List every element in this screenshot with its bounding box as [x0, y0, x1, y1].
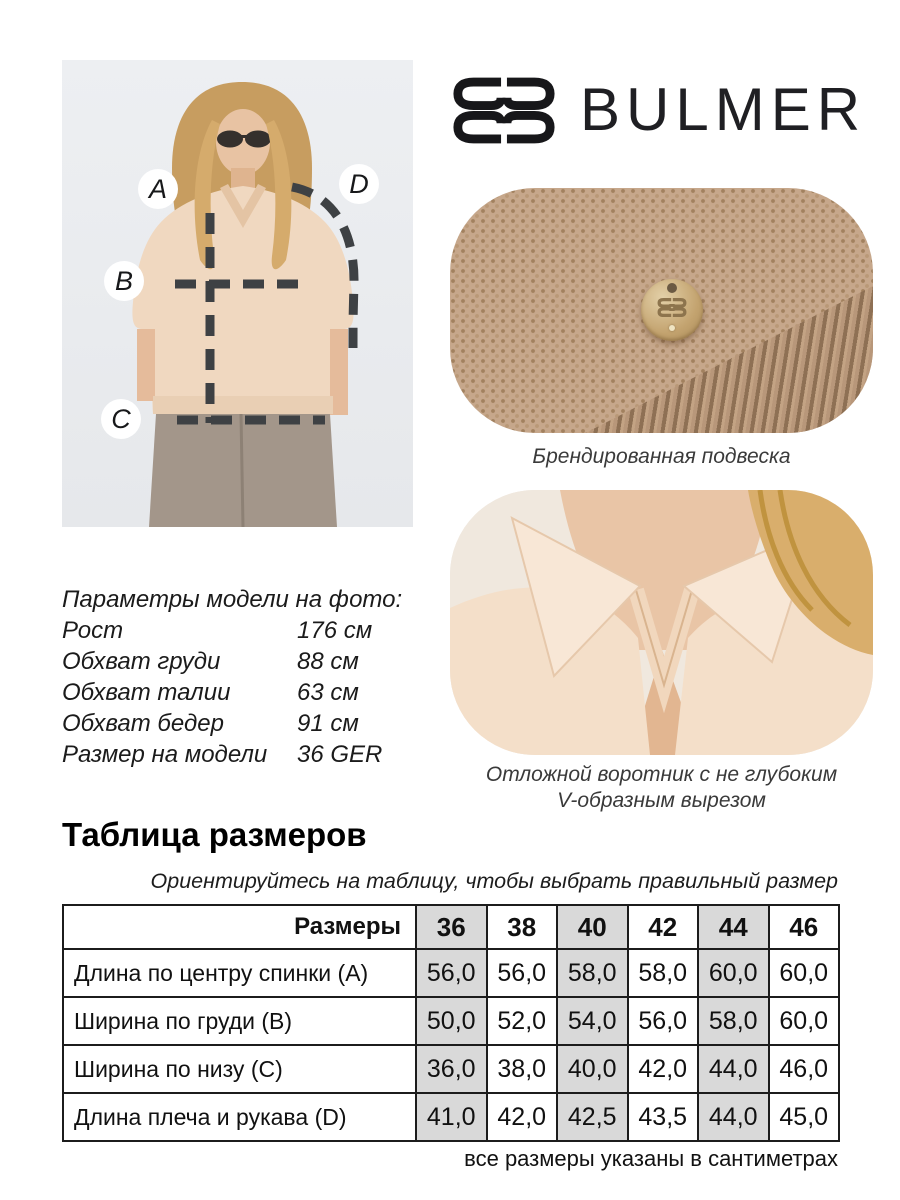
measure-label-d: [339, 164, 379, 204]
collar-detail-photo: [450, 490, 873, 755]
cell: 36,0: [416, 1045, 487, 1093]
table-row: [63, 949, 839, 997]
param-label: Рост: [62, 617, 124, 644]
bulmer-monogram-icon: [450, 73, 558, 148]
cell: 60,0: [769, 997, 840, 1045]
cell: 60,0: [769, 949, 840, 997]
cell: 46,0: [769, 1045, 840, 1093]
collar-illustration: [450, 490, 873, 755]
units-footnote: все размеры указаны в сантиметрах: [464, 1146, 838, 1171]
pendant-gem: [669, 325, 675, 331]
measure-letter-b: B: [114, 265, 133, 296]
param-row: [62, 739, 432, 770]
measure-letter-d: D: [349, 168, 369, 199]
cell: 41,0: [416, 1093, 487, 1141]
measure-label-c: [101, 399, 141, 439]
cell: 56,0: [487, 949, 558, 997]
cell: 43,5: [628, 1093, 699, 1141]
cell: 45,0: [769, 1093, 840, 1141]
brand-pendant: [641, 279, 703, 341]
measure-letter-c: C: [111, 403, 131, 434]
collar-caption-line2: V-образным вырезом: [557, 789, 766, 812]
brand-header: [450, 70, 873, 150]
measure-letter-a: A: [148, 173, 167, 204]
param-label: Обхват груди: [62, 648, 221, 675]
row-label-back-length: Длина по центру спинки (A): [63, 949, 416, 997]
model-parameters-title: Параметры модели на фото:: [62, 586, 403, 613]
collar-caption-line1: Отложной воротник с не глубоким: [485, 763, 838, 786]
param-row: [62, 708, 432, 739]
cell: 58,0: [698, 997, 769, 1045]
cell: 42,0: [487, 1093, 558, 1141]
param-value: 176 см: [297, 617, 373, 644]
cell: 56,0: [416, 949, 487, 997]
brand-name: BULMER: [580, 76, 867, 143]
cell: 58,0: [557, 949, 628, 997]
param-label: Обхват талии: [62, 679, 231, 706]
size-col-42: 42: [628, 905, 699, 949]
table-row: [63, 1045, 839, 1093]
cell: 42,5: [557, 1093, 628, 1141]
table-row: [63, 997, 839, 1045]
size-col-36: 36: [416, 905, 487, 949]
cell: 38,0: [487, 1045, 558, 1093]
row-label-sleeve-length: Длина плеча и рукава (D): [63, 1093, 416, 1141]
measure-label-b: [104, 261, 144, 301]
cell: 56,0: [628, 997, 699, 1045]
pendant-detail-photo: [450, 188, 873, 433]
param-value: 63 см: [297, 679, 359, 706]
row-label-bottom-width: Ширина по низу (C): [63, 1045, 416, 1093]
cell: 42,0: [628, 1045, 699, 1093]
row-label-chest-width: Ширина по груди (B): [63, 997, 416, 1045]
cell: 52,0: [487, 997, 558, 1045]
cell: 50,0: [416, 997, 487, 1045]
param-value: 88 см: [297, 648, 359, 675]
size-table: [62, 904, 840, 1142]
param-row: [62, 615, 432, 646]
size-col-46: 46: [769, 905, 840, 949]
param-label: Размер на модели: [62, 741, 268, 768]
sizes-header-label: Размеры: [63, 905, 416, 949]
size-col-40: 40: [557, 905, 628, 949]
pendant-logo-mark-icon: [657, 297, 687, 318]
size-table-subtitle: Ориентируйтесь на таблицу, чтобы выбрать правильный размер: [150, 869, 838, 893]
param-value: 36 GER: [297, 741, 383, 768]
table-row: [63, 1093, 839, 1141]
model-parameters: [62, 584, 432, 770]
measure-label-a: [138, 169, 178, 209]
param-value: 91 см: [297, 710, 359, 737]
cell: 44,0: [698, 1093, 769, 1141]
param-row: [62, 677, 432, 708]
size-col-38: 38: [487, 905, 558, 949]
size-table-title: Таблица размеров: [62, 816, 367, 853]
cell: 60,0: [698, 949, 769, 997]
cell: 58,0: [628, 949, 699, 997]
param-row: [62, 646, 432, 677]
size-col-44: 44: [698, 905, 769, 949]
pendant-hole: [667, 283, 677, 293]
param-label: Обхват бедер: [62, 710, 224, 737]
cell: 54,0: [557, 997, 628, 1045]
model-photo: [62, 60, 413, 527]
collar-caption: [450, 762, 873, 814]
cell: 44,0: [698, 1045, 769, 1093]
cell: 40,0: [557, 1045, 628, 1093]
size-table-header-row: [63, 905, 839, 949]
pendant-caption: Брендированная подвеска: [532, 445, 791, 468]
